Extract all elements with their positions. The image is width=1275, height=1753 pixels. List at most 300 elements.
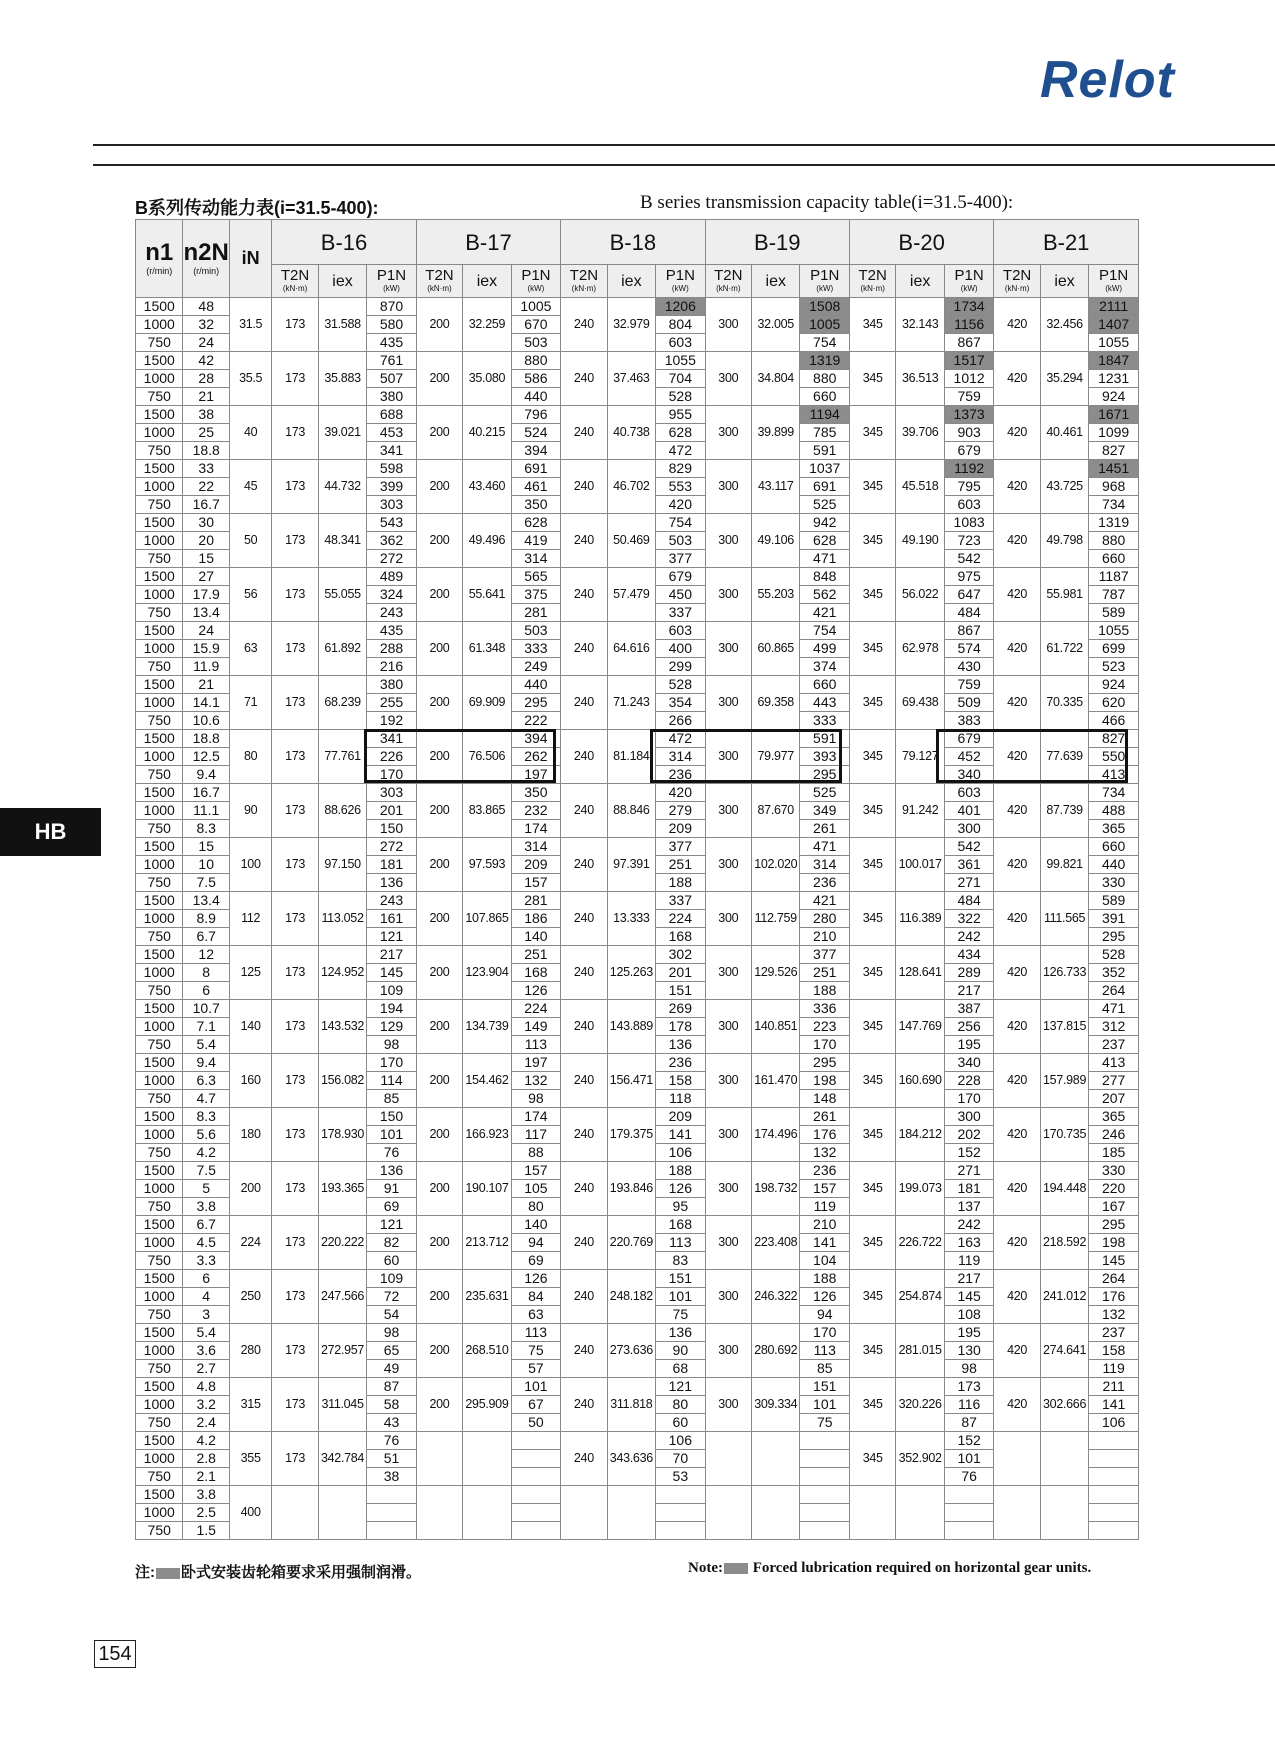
iex-cell: 143.532 [318,1000,366,1054]
torque-cell: 345 [849,1108,895,1162]
n1-cell: 1000 [136,478,183,496]
power-cell: 161 [367,910,416,928]
power-cell: 340 [944,1054,993,1072]
table-row [136,892,1139,910]
n2n-cell: 1.5 [183,1522,229,1540]
power-cell: 271 [944,1162,993,1180]
iex-cell: 154.462 [463,1054,511,1108]
iex-cell: 76.506 [463,730,511,784]
iex-cell: 32.259 [463,298,511,352]
torque-cell: 200 [416,946,462,1000]
iex-cell: 62.978 [896,622,944,676]
torque-cell: 173 [272,460,318,514]
power-cell: 804 [656,316,705,334]
power-cell: 350 [511,496,560,514]
torque-cell: 420 [994,892,1040,946]
torque-cell: 200 [416,568,462,622]
power-cell: 236 [800,1162,849,1180]
n1-cell: 750 [136,1252,183,1270]
iex-cell: 32.143 [896,298,944,352]
torque-cell: 420 [994,514,1040,568]
iex-cell: 123.904 [463,946,511,1000]
torque-cell: 420 [994,838,1040,892]
iex-cell: 99.821 [1040,838,1088,892]
power-cell: 224 [511,1000,560,1018]
n2n-cell: 3.6 [183,1342,229,1360]
power-cell: 340 [944,766,993,784]
power-cell: 261 [800,1108,849,1126]
power-cell: 38 [367,1468,416,1486]
power-cell: 314 [511,838,560,856]
power-cell: 178 [656,1018,705,1036]
n1-cell: 750 [136,766,183,784]
iex-cell: 49.106 [752,514,800,568]
n1-cell: 750 [136,1360,183,1378]
iex-cell: 184.212 [896,1108,944,1162]
iex-cell: 61.892 [318,622,366,676]
iex-cell: 273.636 [607,1324,655,1378]
power-cell: 101 [656,1288,705,1306]
power-cell: 333 [800,712,849,730]
torque-cell: 345 [849,676,895,730]
torque-cell: 173 [272,1378,318,1432]
power-cell [511,1486,560,1504]
power-cell: 302 [656,946,705,964]
n1-cell: 1500 [136,784,183,802]
n1-cell: 1500 [136,1000,183,1018]
power-cell: 151 [656,1270,705,1288]
power-cell: 903 [944,424,993,442]
power-cell [1089,1522,1139,1540]
power-cell: 1083 [944,514,993,532]
torque-cell: 300 [705,622,751,676]
model-header: B-17 [416,220,560,265]
torque-cell: 345 [849,1000,895,1054]
power-cell: 101 [511,1378,560,1396]
power-cell: 109 [367,982,416,1000]
iex-cell: 55.055 [318,568,366,622]
torque-cell: 200 [416,352,462,406]
torque-cell: 200 [416,1216,462,1270]
n2n-cell: 33 [183,460,229,478]
power-cell: 333 [511,640,560,658]
power-cell: 380 [367,388,416,406]
power-cell: 867 [944,622,993,640]
power-cell: 136 [656,1036,705,1054]
torque-cell: 300 [705,460,751,514]
power-cell: 167 [1089,1198,1139,1216]
n2n-cell: 10.6 [183,712,229,730]
n1-cell: 750 [136,658,183,676]
table-row [136,1216,1139,1234]
power-cell: 420 [656,496,705,514]
power-cell: 211 [1089,1378,1139,1396]
n1-cell: 1500 [136,730,183,748]
power-cell: 251 [656,856,705,874]
iex-cell: 248.182 [607,1270,655,1324]
torque-cell: 420 [994,1054,1040,1108]
model-header: B-19 [705,220,849,265]
torque-cell: 345 [849,1432,895,1486]
iex-header: iex [463,265,511,298]
n2n-cell: 16.7 [183,496,229,514]
power-header: P1N (kW) [511,265,560,298]
iex-cell: 193.846 [607,1162,655,1216]
n2n-cell: 5.6 [183,1126,229,1144]
power-cell: 72 [367,1288,416,1306]
power-cell: 295 [1089,928,1139,946]
iex-cell: 44.732 [318,460,366,514]
iex-cell: 241.012 [1040,1270,1088,1324]
n2n-cell: 6.7 [183,1216,229,1234]
power-cell: 383 [944,712,993,730]
power-cell [367,1486,416,1504]
power-cell: 295 [800,1054,849,1072]
n2n-cell: 7.1 [183,1018,229,1036]
iex-cell: 320.226 [896,1378,944,1432]
in-cell: 71 [229,676,271,730]
n1-header: n1 (r/min) [136,220,183,298]
iex-cell: 55.641 [463,568,511,622]
torque-cell: 240 [561,946,607,1000]
torque-cell: 420 [994,298,1040,352]
power-cell: 148 [800,1090,849,1108]
power-cell: 210 [800,1216,849,1234]
iex-cell: 49.496 [463,514,511,568]
iex-cell: 246.322 [752,1270,800,1324]
power-cell: 870 [367,298,416,316]
iex-cell: 83.865 [463,784,511,838]
power-cell: 420 [656,784,705,802]
power-cell: 98 [511,1090,560,1108]
power-cell: 303 [367,784,416,802]
n1-cell: 1000 [136,802,183,820]
iex-cell: 352.902 [896,1432,944,1486]
iex-cell: 161.470 [752,1054,800,1108]
brand-logo: Relot [1040,51,1175,109]
iex-cell: 107.865 [463,892,511,946]
power-cell: 58 [367,1396,416,1414]
torque-cell: 240 [561,1108,607,1162]
iex-cell [1040,1486,1088,1540]
table-row [136,1054,1139,1072]
power-cell: 691 [511,460,560,478]
iex-cell: 199.073 [896,1162,944,1216]
n1-cell: 1000 [136,1504,183,1522]
power-cell: 691 [800,478,849,496]
power-cell: 94 [511,1234,560,1252]
section-tab-hb[interactable]: HB [0,808,101,856]
n2n-cell: 8 [183,964,229,982]
power-cell: 226 [367,748,416,766]
iex-cell: 70.335 [1040,676,1088,730]
power-cell: 785 [800,424,849,442]
iex-cell: 56.022 [896,568,944,622]
iex-cell: 34.804 [752,352,800,406]
torque-cell: 420 [994,730,1040,784]
torque-cell: 420 [994,352,1040,406]
torque-cell: 173 [272,514,318,568]
power-cell: 419 [511,532,560,550]
torque-cell: 173 [272,946,318,1000]
torque-cell: 173 [272,1162,318,1216]
power-cell: 289 [944,964,993,982]
torque-cell [705,1432,751,1486]
torque-cell: 345 [849,838,895,892]
power-cell: 195 [944,1324,993,1342]
n2n-cell: 11.1 [183,802,229,820]
torque-cell: 345 [849,730,895,784]
torque-cell: 200 [416,1000,462,1054]
torque-cell: 240 [561,1378,607,1432]
n2n-cell: 24 [183,334,229,352]
n1-cell: 750 [136,1090,183,1108]
iex-cell: 311.045 [318,1378,366,1432]
n2n-cell: 5.4 [183,1324,229,1342]
n2n-cell: 21 [183,388,229,406]
power-cell: 264 [1089,1270,1139,1288]
power-cell: 181 [944,1180,993,1198]
torque-cell: 200 [416,622,462,676]
power-cell: 157 [800,1180,849,1198]
n2n-cell: 8.9 [183,910,229,928]
power-cell: 589 [1089,604,1139,622]
power-cell: 924 [1089,388,1139,406]
power-cell: 126 [511,1270,560,1288]
n2n-cell: 13.4 [183,892,229,910]
torque-cell: 300 [705,1000,751,1054]
iex-cell: 160.690 [896,1054,944,1108]
table-row [136,1486,1139,1504]
highlight-swatch [156,1568,180,1579]
power-cell: 734 [1089,784,1139,802]
power-cell: 299 [656,658,705,676]
power-cell: 271 [944,874,993,892]
iex-cell: 97.391 [607,838,655,892]
power-cell: 300 [944,820,993,838]
torque-cell: 173 [272,1000,318,1054]
iex-cell: 97.593 [463,838,511,892]
torque-header: T2N (kN·m) [272,265,318,298]
in-header: iN [229,220,271,298]
n1-cell: 1000 [136,424,183,442]
n2n-cell: 2.7 [183,1360,229,1378]
iex-cell: 156.471 [607,1054,655,1108]
n1-cell: 750 [136,982,183,1000]
iex-cell: 49.798 [1040,514,1088,568]
n2n-cell: 4 [183,1288,229,1306]
n1-cell: 1000 [136,316,183,334]
power-cell-forced-lubrication: 1194 [800,406,849,424]
n2n-cell: 48 [183,298,229,316]
power-cell: 152 [944,1144,993,1162]
torque-cell [994,1486,1040,1540]
n1-cell: 1000 [136,1450,183,1468]
power-cell-forced-lubrication: 1192 [944,460,993,478]
iex-cell: 60.865 [752,622,800,676]
iex-cell: 147.769 [896,1000,944,1054]
n2n-cell: 14.1 [183,694,229,712]
table-row [136,676,1139,694]
power-cell: 262 [511,748,560,766]
torque-cell [416,1486,462,1540]
iex-cell: 194.448 [1040,1162,1088,1216]
in-cell: 112 [229,892,271,946]
torque-cell: 300 [705,730,751,784]
power-cell: 130 [944,1342,993,1360]
n1-cell: 750 [136,874,183,892]
iex-cell: 57.479 [607,568,655,622]
power-cell: 243 [367,892,416,910]
power-cell: 217 [944,982,993,1000]
power-cell: 375 [511,586,560,604]
torque-cell: 173 [272,298,318,352]
power-cell: 126 [511,982,560,1000]
n1-cell: 750 [136,550,183,568]
power-cell: 374 [800,658,849,676]
power-cell: 220 [1089,1180,1139,1198]
power-cell: 362 [367,532,416,550]
power-cell: 272 [367,838,416,856]
power-cell: 113 [511,1324,560,1342]
table-row [136,1000,1139,1018]
power-cell: 163 [944,1234,993,1252]
power-cell: 109 [367,1270,416,1288]
power-cell: 119 [800,1198,849,1216]
power-cell: 387 [944,1000,993,1018]
power-cell: 300 [944,1108,993,1126]
iex-cell [1040,1432,1088,1486]
torque-cell: 300 [705,1216,751,1270]
power-cell [944,1486,993,1504]
in-cell: 50 [229,514,271,568]
power-cell: 113 [511,1036,560,1054]
power-cell: 472 [656,730,705,748]
n2n-cell: 8.3 [183,1108,229,1126]
iex-cell: 174.496 [752,1108,800,1162]
iex-cell: 274.641 [1040,1324,1088,1378]
torque-cell: 200 [416,730,462,784]
in-cell: 100 [229,838,271,892]
power-cell: 198 [1089,1234,1139,1252]
n2n-cell: 21 [183,676,229,694]
n2n-cell: 7.5 [183,874,229,892]
power-cell: 1319 [1089,514,1139,532]
n2n-cell: 18.8 [183,730,229,748]
n1-cell: 1500 [136,352,183,370]
torque-cell: 200 [416,460,462,514]
power-cell: 216 [367,658,416,676]
power-cell: 796 [511,406,560,424]
power-cell: 336 [800,1000,849,1018]
power-cell: 829 [656,460,705,478]
power-cell: 452 [944,748,993,766]
power-cell: 670 [511,316,560,334]
torque-cell: 420 [994,946,1040,1000]
n1-cell: 1000 [136,694,183,712]
power-cell: 181 [367,856,416,874]
power-cell: 628 [511,514,560,532]
power-cell: 330 [1089,874,1139,892]
torque-cell: 240 [561,460,607,514]
iex-cell: 31.588 [318,298,366,352]
iex-cell: 61.348 [463,622,511,676]
torque-cell: 420 [994,406,1040,460]
torque-cell: 173 [272,406,318,460]
power-cell: 209 [656,820,705,838]
power-cell: 394 [511,442,560,460]
power-cell: 141 [800,1234,849,1252]
n1-cell: 1500 [136,1216,183,1234]
power-cell: 152 [944,1432,993,1450]
n2n-cell: 9.4 [183,1054,229,1072]
torque-header: T2N (kN·m) [994,265,1040,298]
iex-cell: 40.215 [463,406,511,460]
n2n-cell: 4.7 [183,1090,229,1108]
power-cell: 620 [1089,694,1139,712]
power-cell: 341 [367,730,416,748]
torque-cell: 300 [705,406,751,460]
in-cell: 315 [229,1378,271,1432]
iex-cell: 143.889 [607,1000,655,1054]
power-cell: 1231 [1089,370,1139,388]
power-cell-forced-lubrication: 1407 [1089,316,1139,334]
power-cell [800,1486,849,1504]
n2n-cell: 6.7 [183,928,229,946]
power-cell: 151 [800,1378,849,1396]
torque-cell: 240 [561,406,607,460]
table-title-cn: B系列传动能力表(i=31.5-400): [135,198,379,218]
power-cell: 106 [656,1432,705,1450]
power-cell: 236 [656,766,705,784]
iex-cell: 113.052 [318,892,366,946]
power-cell: 759 [944,676,993,694]
power-cell: 688 [367,406,416,424]
n2n-cell: 12 [183,946,229,964]
torque-header: T2N (kN·m) [416,265,462,298]
model-header: B-20 [849,220,993,265]
power-cell [367,1504,416,1522]
power-cell [511,1432,560,1450]
power-cell [656,1486,705,1504]
power-cell-forced-lubrication: 1734 [944,298,993,316]
power-cell [1089,1504,1139,1522]
power-cell: 1055 [1089,622,1139,640]
power-cell: 880 [1089,532,1139,550]
power-cell: 1055 [1089,334,1139,352]
power-cell: 209 [656,1108,705,1126]
n2n-cell: 12.5 [183,748,229,766]
table-row [136,514,1139,532]
torque-cell: 300 [705,676,751,730]
power-cell: 242 [944,928,993,946]
power-cell: 119 [1089,1360,1139,1378]
power-cell: 168 [511,964,560,982]
n1-cell: 1500 [136,1054,183,1072]
torque-cell: 345 [849,622,895,676]
power-cell: 68 [656,1360,705,1378]
power-cell: 118 [656,1090,705,1108]
iex-cell: 13.333 [607,892,655,946]
torque-cell: 173 [272,1054,318,1108]
power-cell-forced-lubrication: 1373 [944,406,993,424]
power-cell: 603 [944,496,993,514]
power-cell: 466 [1089,712,1139,730]
power-cell: 924 [1089,676,1139,694]
power-cell: 150 [367,1108,416,1126]
torque-cell: 200 [416,1054,462,1108]
iex-cell: 35.294 [1040,352,1088,406]
